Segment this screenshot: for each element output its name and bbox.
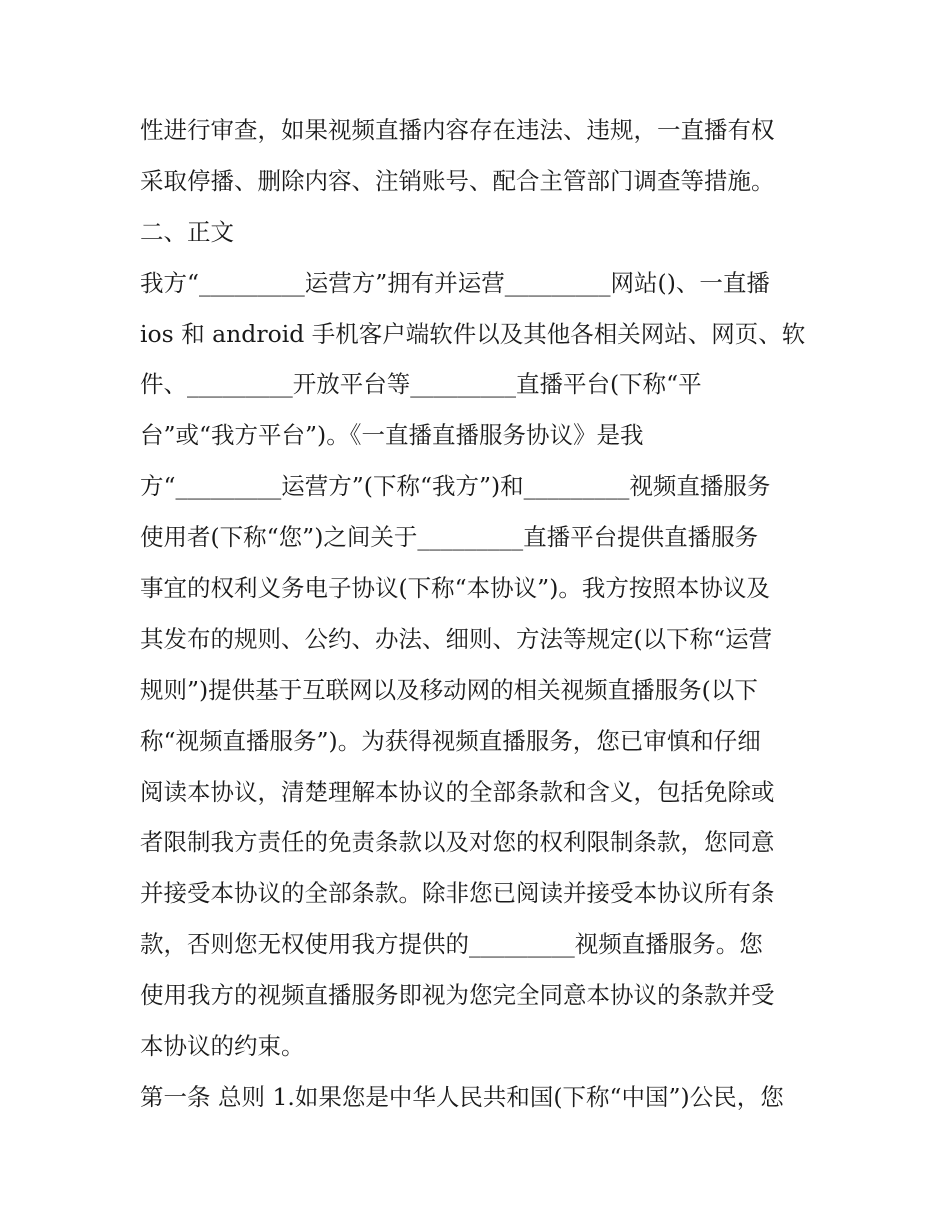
section-heading: 二、正文 xyxy=(140,217,234,246)
text-line: 使用者(下称“您”)之间关于_________直播平台提供直播服务 xyxy=(140,523,759,552)
text-line: 性进行审查，如果视频直播内容存在违法、违规，一直播有权 xyxy=(140,116,775,144)
text-line: 阅读本协议，清楚理解本协议的全部条款和含义，包括免除或 xyxy=(140,777,775,806)
text-line: 规则”)提供基于互联网以及移动网的相关视频直播服务(以下 xyxy=(140,675,758,704)
text-line: 我方“_________运营方”拥有并运营_________网站()、一直播 xyxy=(140,268,770,297)
text-line: 件、_________开放平台等_________直播平台(下称“平 xyxy=(140,370,702,399)
text-line: 采取停播、删除内容、注销账号、配合主管部门调查等措施。 xyxy=(140,166,775,195)
text-line: 使用我方的视频直播服务即视为您完全同意本协议的条款并受 xyxy=(140,981,775,1010)
text-line: ios 和 android 手机客户端软件以及其他各相关网站、网页、软 xyxy=(140,319,806,348)
text-line: 款，否则您无权使用我方提供的_________视频直播服务。您 xyxy=(140,930,763,959)
text-line: 称“视频直播服务”)。为获得视频直播服务，您已审慎和仔细 xyxy=(140,726,761,755)
document-body-text xyxy=(140,105,820,1123)
text-line: 并接受本协议的全部条款。除非您已阅读并接受本协议所有条 xyxy=(140,879,775,908)
article-heading-line: 第一条 总则 1.如果您是中华人民共和国(下称“中国”)公民，您 xyxy=(140,1082,784,1111)
text-line: 方“_________运营方”(下称“我方”)和_________视频直播服务 xyxy=(140,472,771,501)
text-line: 其发布的规则、公约、办法、细则、方法等规定(以下称“运营 xyxy=(140,624,773,653)
text-line: 台”或“我方平台”)。《一直播直播服务协议》是我 xyxy=(140,421,644,450)
text-line: 事宜的权利义务电子协议(下称“本协议”)。我方按照本协议及 xyxy=(140,574,770,603)
text-line: 者限制我方责任的免责条款以及对您的权利限制条款，您同意 xyxy=(140,828,775,857)
text-line: 本协议的约束。 xyxy=(140,1032,305,1061)
